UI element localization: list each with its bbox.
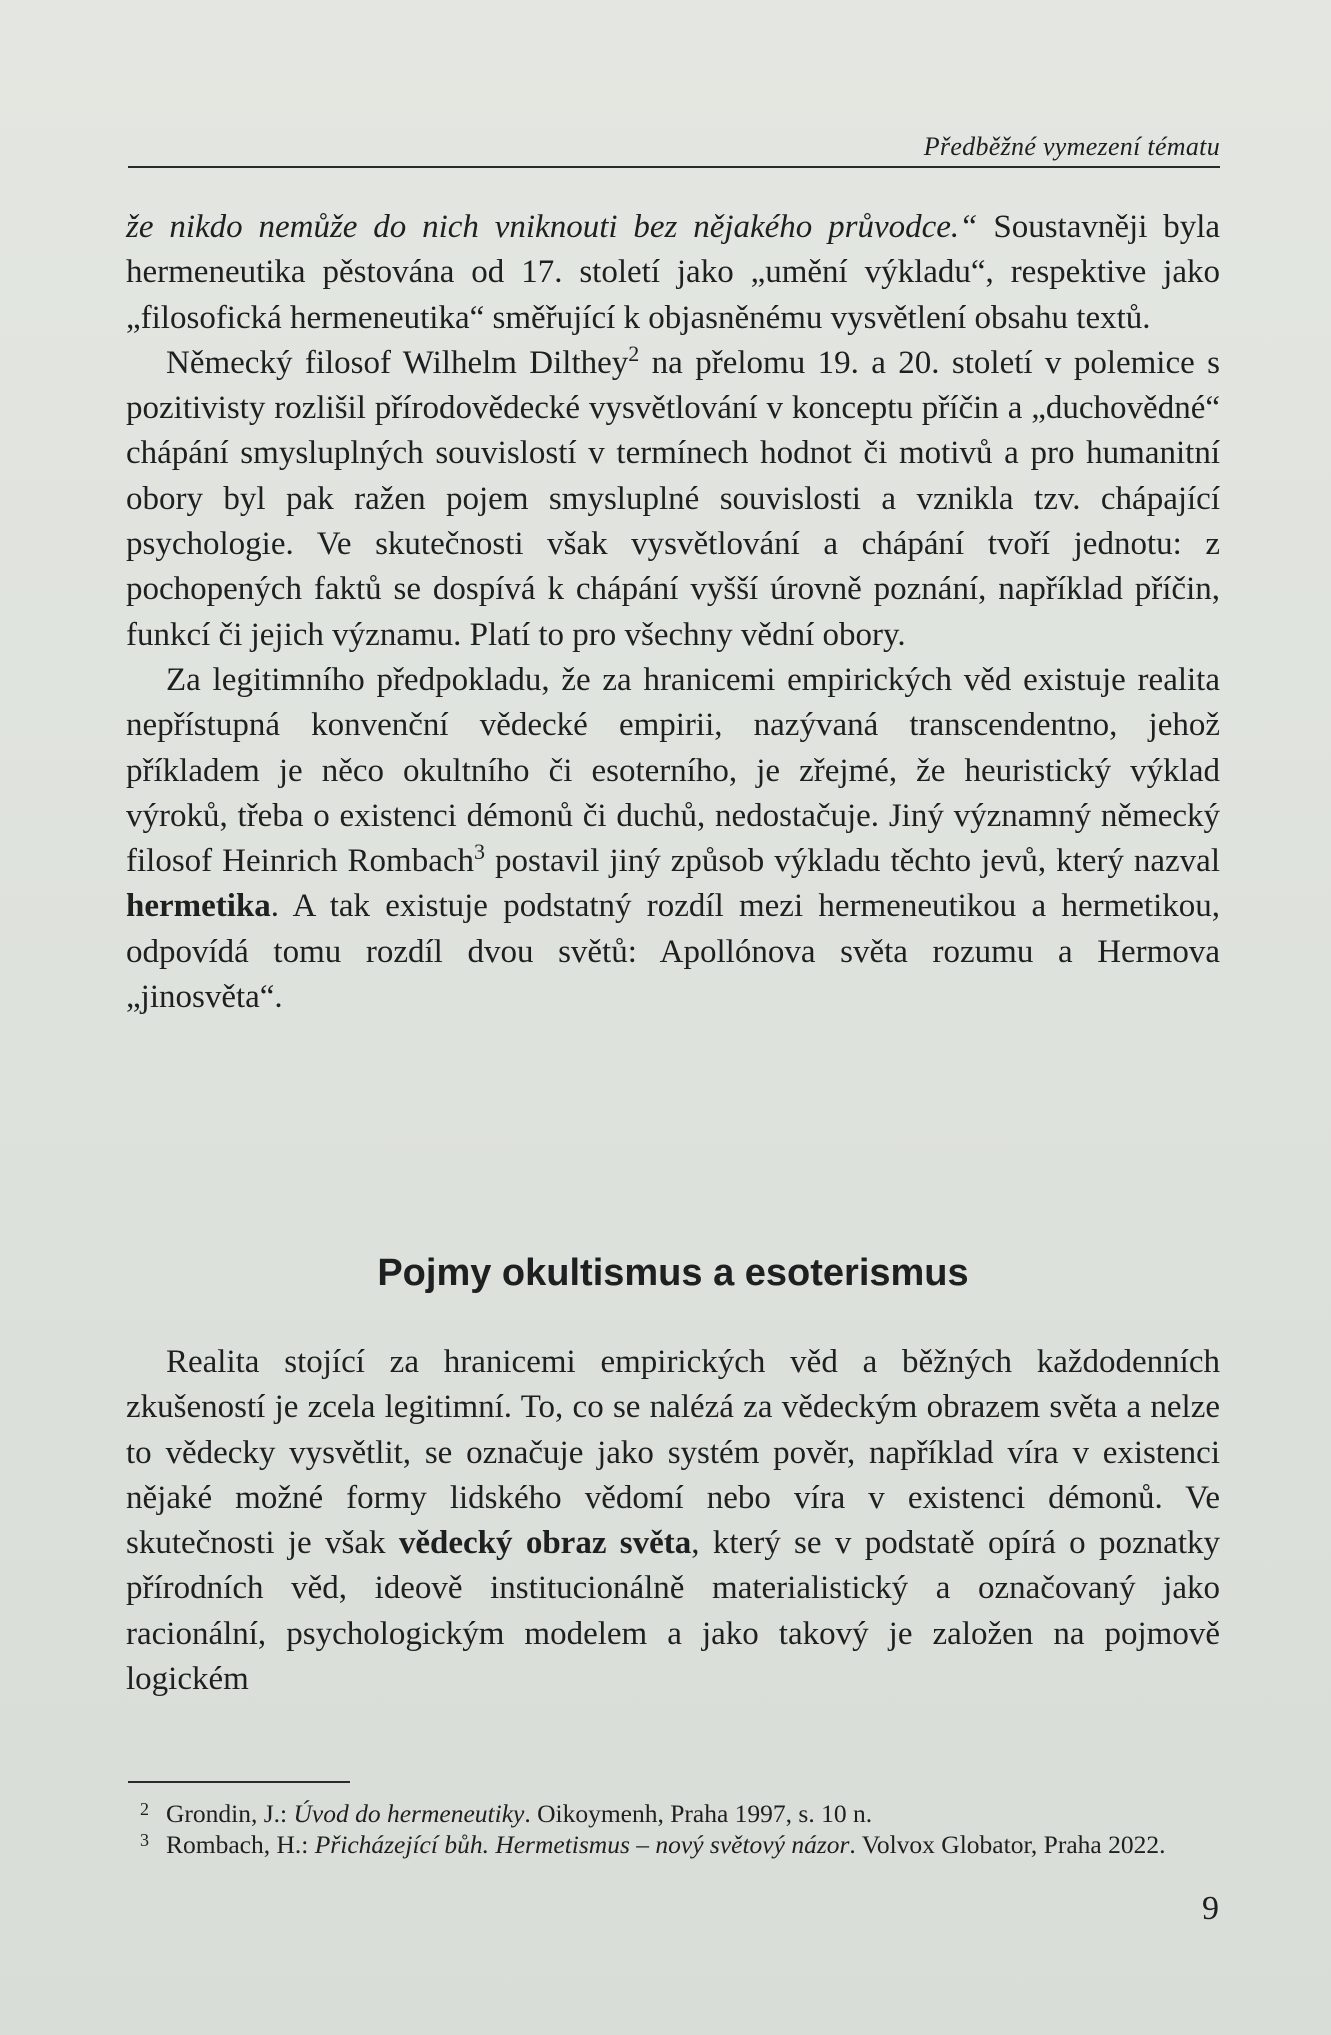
footnote-3 <box>128 1829 1220 1860</box>
term-vedecky-obraz-sveta: vědecký obraz světa <box>398 1525 692 1562</box>
body-text-section <box>126 1340 1220 1702</box>
body-text <box>126 205 1220 1020</box>
footnote-2 <box>128 1798 1220 1829</box>
footnote-ref-2: 2 <box>628 340 640 366</box>
running-header-title: Předběžné vymezení tématu <box>923 132 1220 161</box>
running-header <box>128 128 1220 168</box>
paragraph-2 <box>126 341 1220 658</box>
footnote-ref-3: 3 <box>474 839 486 865</box>
paragraph-3 <box>126 658 1220 1020</box>
paragraph-4-text-b: , který se v podstatě opírá o poznatky přírodních věd, ideově institucionálně materialistický a označovaný jako racionální, psychologickým modelem a jako takový je založen na pojmově logickém <box>126 1525 1220 1698</box>
footnote-title: Úvod do hermeneutiky <box>293 1799 525 1828</box>
footnote-author: Grondin, J.: <box>166 1799 294 1828</box>
footnote-publication: . Oikoymenh, Praha 1997, s. 10 n. <box>524 1799 873 1828</box>
paragraph-2-text-a: Německý filosof Wilhelm Dilthey <box>166 344 629 381</box>
term-hermetika: hermetika <box>126 888 271 925</box>
page-number: 9 <box>1202 1890 1219 1927</box>
footnote-number: 3 <box>140 1830 149 1850</box>
footnote-number: 2 <box>140 1799 149 1819</box>
footnote-title: Přicházející bůh. Hermetismus – nový světový názor <box>314 1830 850 1859</box>
paragraph-1 <box>126 205 1220 341</box>
footnote-divider <box>128 1781 350 1783</box>
section-heading: Pojmy okultismus a esoterismus <box>377 1252 969 1294</box>
paragraph-4 <box>126 1340 1220 1702</box>
paragraph-2-text-b: na přelomu 19. a 20. století v polemice s pozitivisty rozlišil přírodovědecké vysvětlování v konceptu příčin a „duchovědné“ chápání smysluplných souvislostí v termínech hodnot či motivů a pro humanitní obory byl pak ražen pojem smysluplné souvislosti a vznikla tzv. chápající psychologie. Ve skutečnosti však vysvětlování a chápání tvoří jednotu: z pochopených faktů se dospívá k chápání vyšší úrovně poznání, například příčin, funkcí či jejich významu. Platí to pro všechny vědní obory. <box>126 344 1220 653</box>
footnotes <box>128 1798 1220 1860</box>
paragraph-4-text-a: Realita stojící za hranicemi empirických věd a běžných každodenních zkušeností je zcela legitimní. To, co se nalézá za vědeckým obrazem světa a nelze to vědecky vysvětlit, se označuje jako systém pověr, například víra v existenci nějaké možné formy lidského vědomí nebo víra v existenci démonů. Ve skutečnosti je však <box>126 1344 1220 1562</box>
footnote-author: Rombach, H.: <box>166 1830 315 1859</box>
paragraph-1-text: Soustavněji byla hermeneutika pěstována od 17. století jako „umění výkladu“, respektive jako „filosofická hermeneutika“ směřující k objasněnému vysvětlení obsahu textů. <box>126 209 1221 336</box>
paragraph-3-text-b: postavil jiný způsob výkladu těchto jevů, který nazval <box>485 843 1220 880</box>
paragraph-3-text-c: . A tak existuje podstatný rozdíl mezi hermeneutikou a hermetikou, odpovídá tomu rozdíl dvou světů: Apollónova světa rozumu a Hermova „jinosvěta“. <box>126 888 1220 1016</box>
paragraph-3-text-a: Za legitimního předpokladu, že za hranicemi empirických věd existuje realita nepřístupná konvenční vědecké empirii, nazývaná transcendentno, jehož příkladem je něco okultního či esoterního, je zřejmé, že heuristický výklad výroků, třeba o existenci démonů či duchů, nedostačuje. Jiný významný německý filosof Heinrich Rombach <box>126 661 1220 880</box>
footnote-publication: . Volvox Globator, Praha 2022. <box>849 1830 1166 1859</box>
paragraph-1-quote: že nikdo nemůže do nich vniknouti bez nějakého průvodce.“ <box>126 209 978 245</box>
